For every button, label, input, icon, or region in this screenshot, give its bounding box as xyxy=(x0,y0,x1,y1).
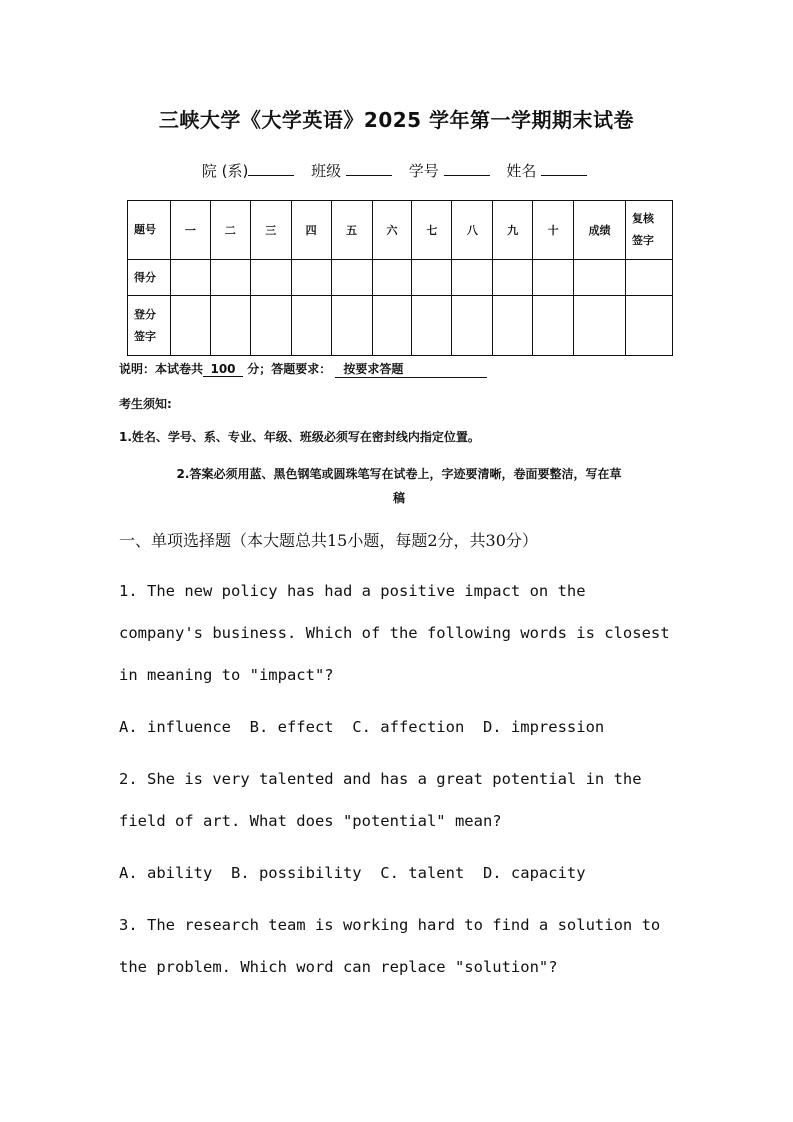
signature-label-line1: 登分 xyxy=(134,307,156,321)
question-1-line-2: company's business. Which of the following words is closest xyxy=(119,624,670,642)
signature-row xyxy=(128,296,673,356)
notice-item-2-line2: 稿 xyxy=(392,491,405,505)
column-header: 四 xyxy=(291,201,331,260)
class-blank[interactable] xyxy=(346,161,392,176)
question-3-line-1: 3. The research team is working hard to find a solution to xyxy=(119,916,661,934)
question-2-options: A. ability B. possibility C. talent D. capacity xyxy=(119,864,586,882)
score-cell[interactable] xyxy=(331,260,372,296)
signature-cell[interactable] xyxy=(493,296,533,356)
score-cell[interactable] xyxy=(412,260,452,296)
dept-label: 院 (系) xyxy=(201,162,249,180)
exam-description xyxy=(119,360,487,378)
signature-cell[interactable] xyxy=(452,296,493,356)
column-header: 二 xyxy=(210,201,250,260)
signature-cell[interactable] xyxy=(291,296,331,356)
dept-blank[interactable] xyxy=(248,161,294,176)
exam-title: 三峡大学《大学英语》2025 学年第一学期期末试卷 xyxy=(158,108,635,132)
signature-label-line2: 签字 xyxy=(134,329,156,343)
class-label: 班级 xyxy=(311,162,342,180)
total-points: 100 xyxy=(203,362,243,377)
question-number-label: 题号 xyxy=(128,201,171,260)
question-2-line-2: field of art. What does "potential" mean? xyxy=(119,812,502,830)
column-header: 八 xyxy=(452,201,493,260)
signature-cell[interactable] xyxy=(250,296,291,356)
score-cell[interactable] xyxy=(574,260,626,296)
signature-cell[interactable] xyxy=(170,296,210,356)
score-row xyxy=(128,260,673,296)
name-label: 姓名 xyxy=(506,162,537,180)
notice-item-1: 1.姓名、学号、系、专业、年级、班级必须写在密封线内指定位置。 xyxy=(119,430,480,444)
notice-item-2 xyxy=(119,462,679,510)
signature-cell[interactable] xyxy=(574,296,626,356)
review-sign-label xyxy=(626,201,673,260)
signature-cell[interactable] xyxy=(331,296,372,356)
review-label-line1: 复核 xyxy=(632,212,655,225)
student-id-label: 学号 xyxy=(408,162,439,180)
score-cell[interactable] xyxy=(493,260,533,296)
section-heading: 一、单项选择题（本大题总共15小题，每题2分，共30分） xyxy=(119,531,538,550)
score-cell[interactable] xyxy=(250,260,291,296)
score-row-label: 得分 xyxy=(128,260,171,296)
answer-requirement: 按要求答题 xyxy=(335,360,487,378)
signature-row-label xyxy=(128,296,171,356)
question-1-line-3: in meaning to "impact"? xyxy=(119,666,334,684)
notice-item-2-line1: 2.答案必须用蓝、黑色钢笔或圆珠笔写在试卷上，字迹要清晰，卷面要整洁，写在草 xyxy=(176,467,622,481)
candidate-notice-heading: 考生须知: xyxy=(119,397,172,411)
question-1-line-1: 1. The new policy has had a positive impact on the xyxy=(119,582,586,600)
column-header: 五 xyxy=(331,201,372,260)
score-cell[interactable] xyxy=(291,260,331,296)
score-cell[interactable] xyxy=(626,260,673,296)
student-id-blank[interactable] xyxy=(444,161,490,176)
review-label-line2: 签字 xyxy=(632,234,655,247)
signature-cell[interactable] xyxy=(626,296,673,356)
column-header: 一 xyxy=(170,201,210,260)
signature-cell[interactable] xyxy=(412,296,452,356)
score-table xyxy=(127,200,673,356)
signature-cell[interactable] xyxy=(372,296,412,356)
description-mid: 分；答题要求： xyxy=(247,362,332,376)
column-header: 七 xyxy=(412,201,452,260)
signature-cell[interactable] xyxy=(210,296,250,356)
student-info-line xyxy=(0,160,793,181)
column-header: 十 xyxy=(533,201,574,260)
score-cell[interactable] xyxy=(533,260,574,296)
score-cell[interactable] xyxy=(210,260,250,296)
column-header: 六 xyxy=(372,201,412,260)
score-cell[interactable] xyxy=(452,260,493,296)
score-cell[interactable] xyxy=(170,260,210,296)
score-table-header-row xyxy=(128,201,673,260)
name-blank[interactable] xyxy=(541,161,587,176)
question-2-line-1: 2. She is very talented and has a great potential in the xyxy=(119,770,642,788)
score-cell[interactable] xyxy=(372,260,412,296)
description-prefix: 说明：本试卷共 xyxy=(119,362,204,376)
total-score-label: 成绩 xyxy=(574,201,626,260)
question-3-line-2: the problem. Which word can replace "solution"? xyxy=(119,958,558,976)
question-1-options: A. influence B. effect C. affection D. impression xyxy=(119,718,605,736)
column-header: 九 xyxy=(493,201,533,260)
column-header: 三 xyxy=(250,201,291,260)
signature-cell[interactable] xyxy=(533,296,574,356)
